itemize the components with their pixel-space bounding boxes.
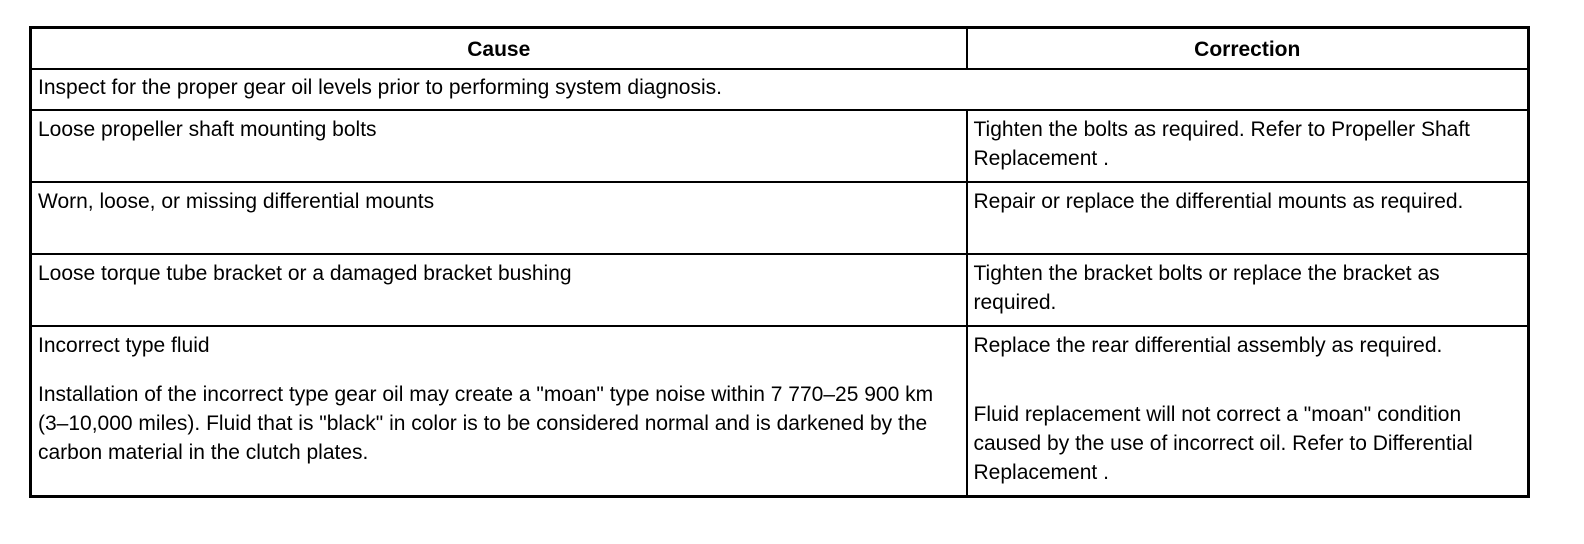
table-row: [31, 110, 1529, 182]
table-note-row: [31, 69, 1529, 110]
correction-text: Repair or replace the differential mounts as required.: [973, 190, 1464, 213]
correction-detail-text: Fluid replacement will not correct a "moan" condition caused by the use of incorrect oil. Refer to Differential Replacement .: [973, 403, 1473, 484]
table-row: [31, 254, 1529, 326]
cause-column-header: Cause: [31, 28, 967, 70]
table-row: [31, 326, 1529, 497]
cause-text: Worn, loose, or missing differential mounts: [38, 190, 435, 213]
cause-cell: [31, 182, 967, 254]
cause-cell: [31, 254, 967, 326]
diagnostic-table: [29, 26, 1530, 498]
cause-text: Incorrect type fluid: [38, 334, 210, 357]
cause-detail-text: Installation of the incorrect type gear oil may create a "moan" type noise within 7 770–25 900 km (3–10,000 miles). Fluid that is "black" in color is to be considered normal and is darkened by the carbon material in the clutch plates.: [38, 383, 934, 464]
correction-text: Tighten the bracket bolts or replace the bracket as required.: [973, 262, 1440, 314]
correction-text: Replace the rear differential assembly as required.: [973, 334, 1443, 357]
correction-cell: [967, 326, 1529, 497]
correction-column-header: Correction: [967, 28, 1529, 70]
cause-cell: [31, 110, 967, 182]
table-row: [31, 182, 1529, 254]
correction-cell: [967, 182, 1529, 254]
cause-cell: [31, 326, 967, 497]
correction-cell: [967, 110, 1529, 182]
cause-text: Loose propeller shaft mounting bolts: [38, 118, 377, 141]
inspection-note: Inspect for the proper gear oil levels prior to performing system diagnosis.: [31, 69, 1529, 110]
table-header-row: [31, 28, 1529, 70]
cause-text: Loose torque tube bracket or a damaged bracket bushing: [38, 262, 572, 285]
correction-cell: [967, 254, 1529, 326]
correction-text: Tighten the bolts as required. Refer to Propeller Shaft Replacement .: [973, 118, 1470, 170]
